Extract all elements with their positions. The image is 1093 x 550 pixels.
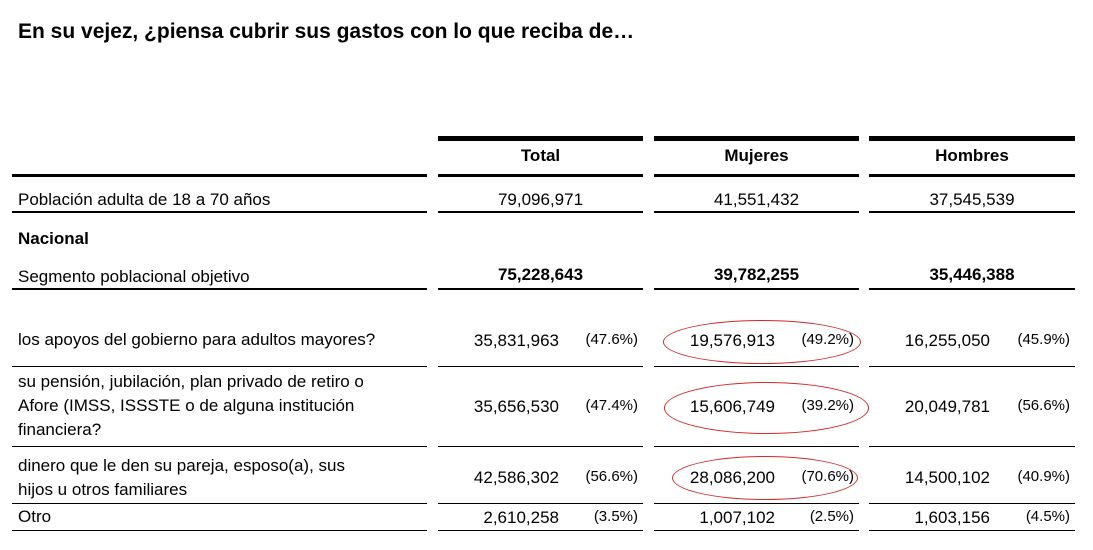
row-otro-rule-mujeres	[654, 530, 859, 531]
row-gobierno-rule-hombres	[869, 366, 1075, 367]
header-bottom-rule-hombres	[869, 174, 1075, 177]
header-bottom-rule-label	[12, 174, 427, 177]
row-familiares-total-pct: (56.6%)	[585, 468, 638, 485]
row-pension-total: 35,656,530	[473, 397, 559, 416]
poblacion-mujeres: 41,551,432	[713, 190, 800, 209]
row-otro-total: 2,610,258	[483, 508, 559, 527]
row-familiares-hombres: 14,500,102	[904, 468, 990, 487]
highlight-ellipse-familiares	[672, 456, 858, 500]
poblacion-rule-mujeres	[654, 211, 859, 213]
row-pension-hombres: 20,049,781	[904, 397, 990, 416]
header-mujeres: Mujeres	[724, 146, 789, 165]
row-familiares-label-line-2: hijos u otros familiares	[18, 480, 188, 499]
row-gobierno-rule-total	[438, 366, 643, 367]
row-pension-mujeres-pct: (39.2%)	[801, 397, 854, 414]
row-otro-rule-hombres	[869, 530, 1075, 531]
row-familiares-rule-hombres	[869, 503, 1075, 504]
row-familiares-label-line-1: dinero que le den su pareja, esposo(a), sus	[18, 456, 345, 475]
row-familiares-rule-mujeres	[654, 503, 859, 504]
row-familiares-hombres-pct: (40.9%)	[1017, 468, 1070, 485]
row-gobierno-label: los apoyos del gobierno para adultos mayores?	[18, 330, 376, 349]
row-gobierno-mujeres-pct: (49.2%)	[801, 331, 854, 348]
row-pension-rule-label	[12, 446, 427, 447]
row-pension-mujeres: 15,606,749	[689, 397, 775, 416]
poblacion-rule-hombres	[869, 211, 1075, 213]
row-familiares-rule-label	[12, 503, 427, 504]
row-pension-rule-mujeres	[654, 446, 859, 447]
row-pension-label-line-2: Afore (IMSS, ISSSTE o de alguna institución	[18, 396, 355, 415]
segmento-rule-mujeres	[654, 288, 859, 290]
row-familiares-rule-total	[438, 503, 643, 504]
row-pension-rule-hombres	[869, 446, 1075, 447]
poblacion-rule-total	[438, 211, 643, 213]
nacional-label: Nacional	[18, 229, 89, 248]
row-otro-label: Otro	[18, 507, 52, 526]
row-pension-label-line-1: su pensión, jubilación, plan privado de retiro o	[18, 372, 364, 391]
header-bottom-rule-mujeres	[654, 174, 859, 177]
highlight-ellipse-gobierno	[663, 320, 861, 364]
row-gobierno-hombres-pct: (45.9%)	[1017, 331, 1070, 348]
poblacion-total: 79,096,971	[497, 190, 584, 209]
segmento-total: 75,228,643	[497, 265, 584, 284]
segmento-rule-label	[12, 288, 427, 290]
row-otro-mujeres: 1,007,102	[699, 508, 775, 527]
segmento-rule-total	[438, 288, 643, 290]
header-bottom-rule-total	[438, 174, 643, 177]
poblacion-rule-label	[12, 211, 427, 213]
row-otro-hombres: 1,603,156	[914, 508, 990, 527]
row-otro-mujeres-pct: (2.5%)	[809, 508, 854, 525]
row-otro-total-pct: (3.5%)	[593, 508, 638, 525]
segmento-label: Segmento poblacional objetivo	[18, 267, 250, 286]
page-title: En su vejez, ¿piensa cubrir sus gastos con lo que reciba de…	[18, 20, 635, 43]
row-familiares-mujeres-pct: (70.6%)	[801, 468, 854, 485]
row-familiares-total: 42,586,302	[473, 468, 559, 487]
row-gobierno-total: 35,831,963	[473, 331, 559, 350]
header-rule-total	[438, 136, 643, 141]
row-gobierno-hombres: 16,255,050	[904, 331, 990, 350]
header-rule-mujeres	[654, 136, 859, 141]
row-otro-hombres-pct: (4.5%)	[1025, 508, 1070, 525]
row-pension-total-pct: (47.4%)	[585, 397, 638, 414]
row-gobierno-rule-mujeres	[654, 366, 859, 367]
row-pension-label-line-3: financiera?	[18, 420, 102, 439]
row-otro-rule-label	[12, 530, 427, 531]
row-gobierno-mujeres: 19,576,913	[689, 331, 775, 350]
row-pension-rule-total	[438, 446, 643, 447]
row-pension-hombres-pct: (56.6%)	[1017, 397, 1070, 414]
row-familiares-mujeres: 28,086,200	[689, 468, 775, 487]
row-gobierno-total-pct: (47.6%)	[585, 331, 638, 348]
header-hombres: Hombres	[935, 146, 1009, 165]
segmento-hombres: 35,446,388	[929, 265, 1015, 284]
segmento-rule-hombres	[869, 288, 1075, 290]
row-otro-rule-total	[438, 530, 643, 531]
header-rule-hombres	[869, 136, 1075, 141]
row-gobierno-rule-label	[12, 366, 427, 367]
highlight-ellipse-pension	[664, 382, 869, 434]
segmento-mujeres: 39,782,255	[713, 265, 800, 284]
poblacion-label: Población adulta de 18 a 70 años	[18, 190, 271, 209]
header-total: Total	[520, 146, 561, 165]
poblacion-hombres: 37,545,539	[929, 190, 1015, 209]
